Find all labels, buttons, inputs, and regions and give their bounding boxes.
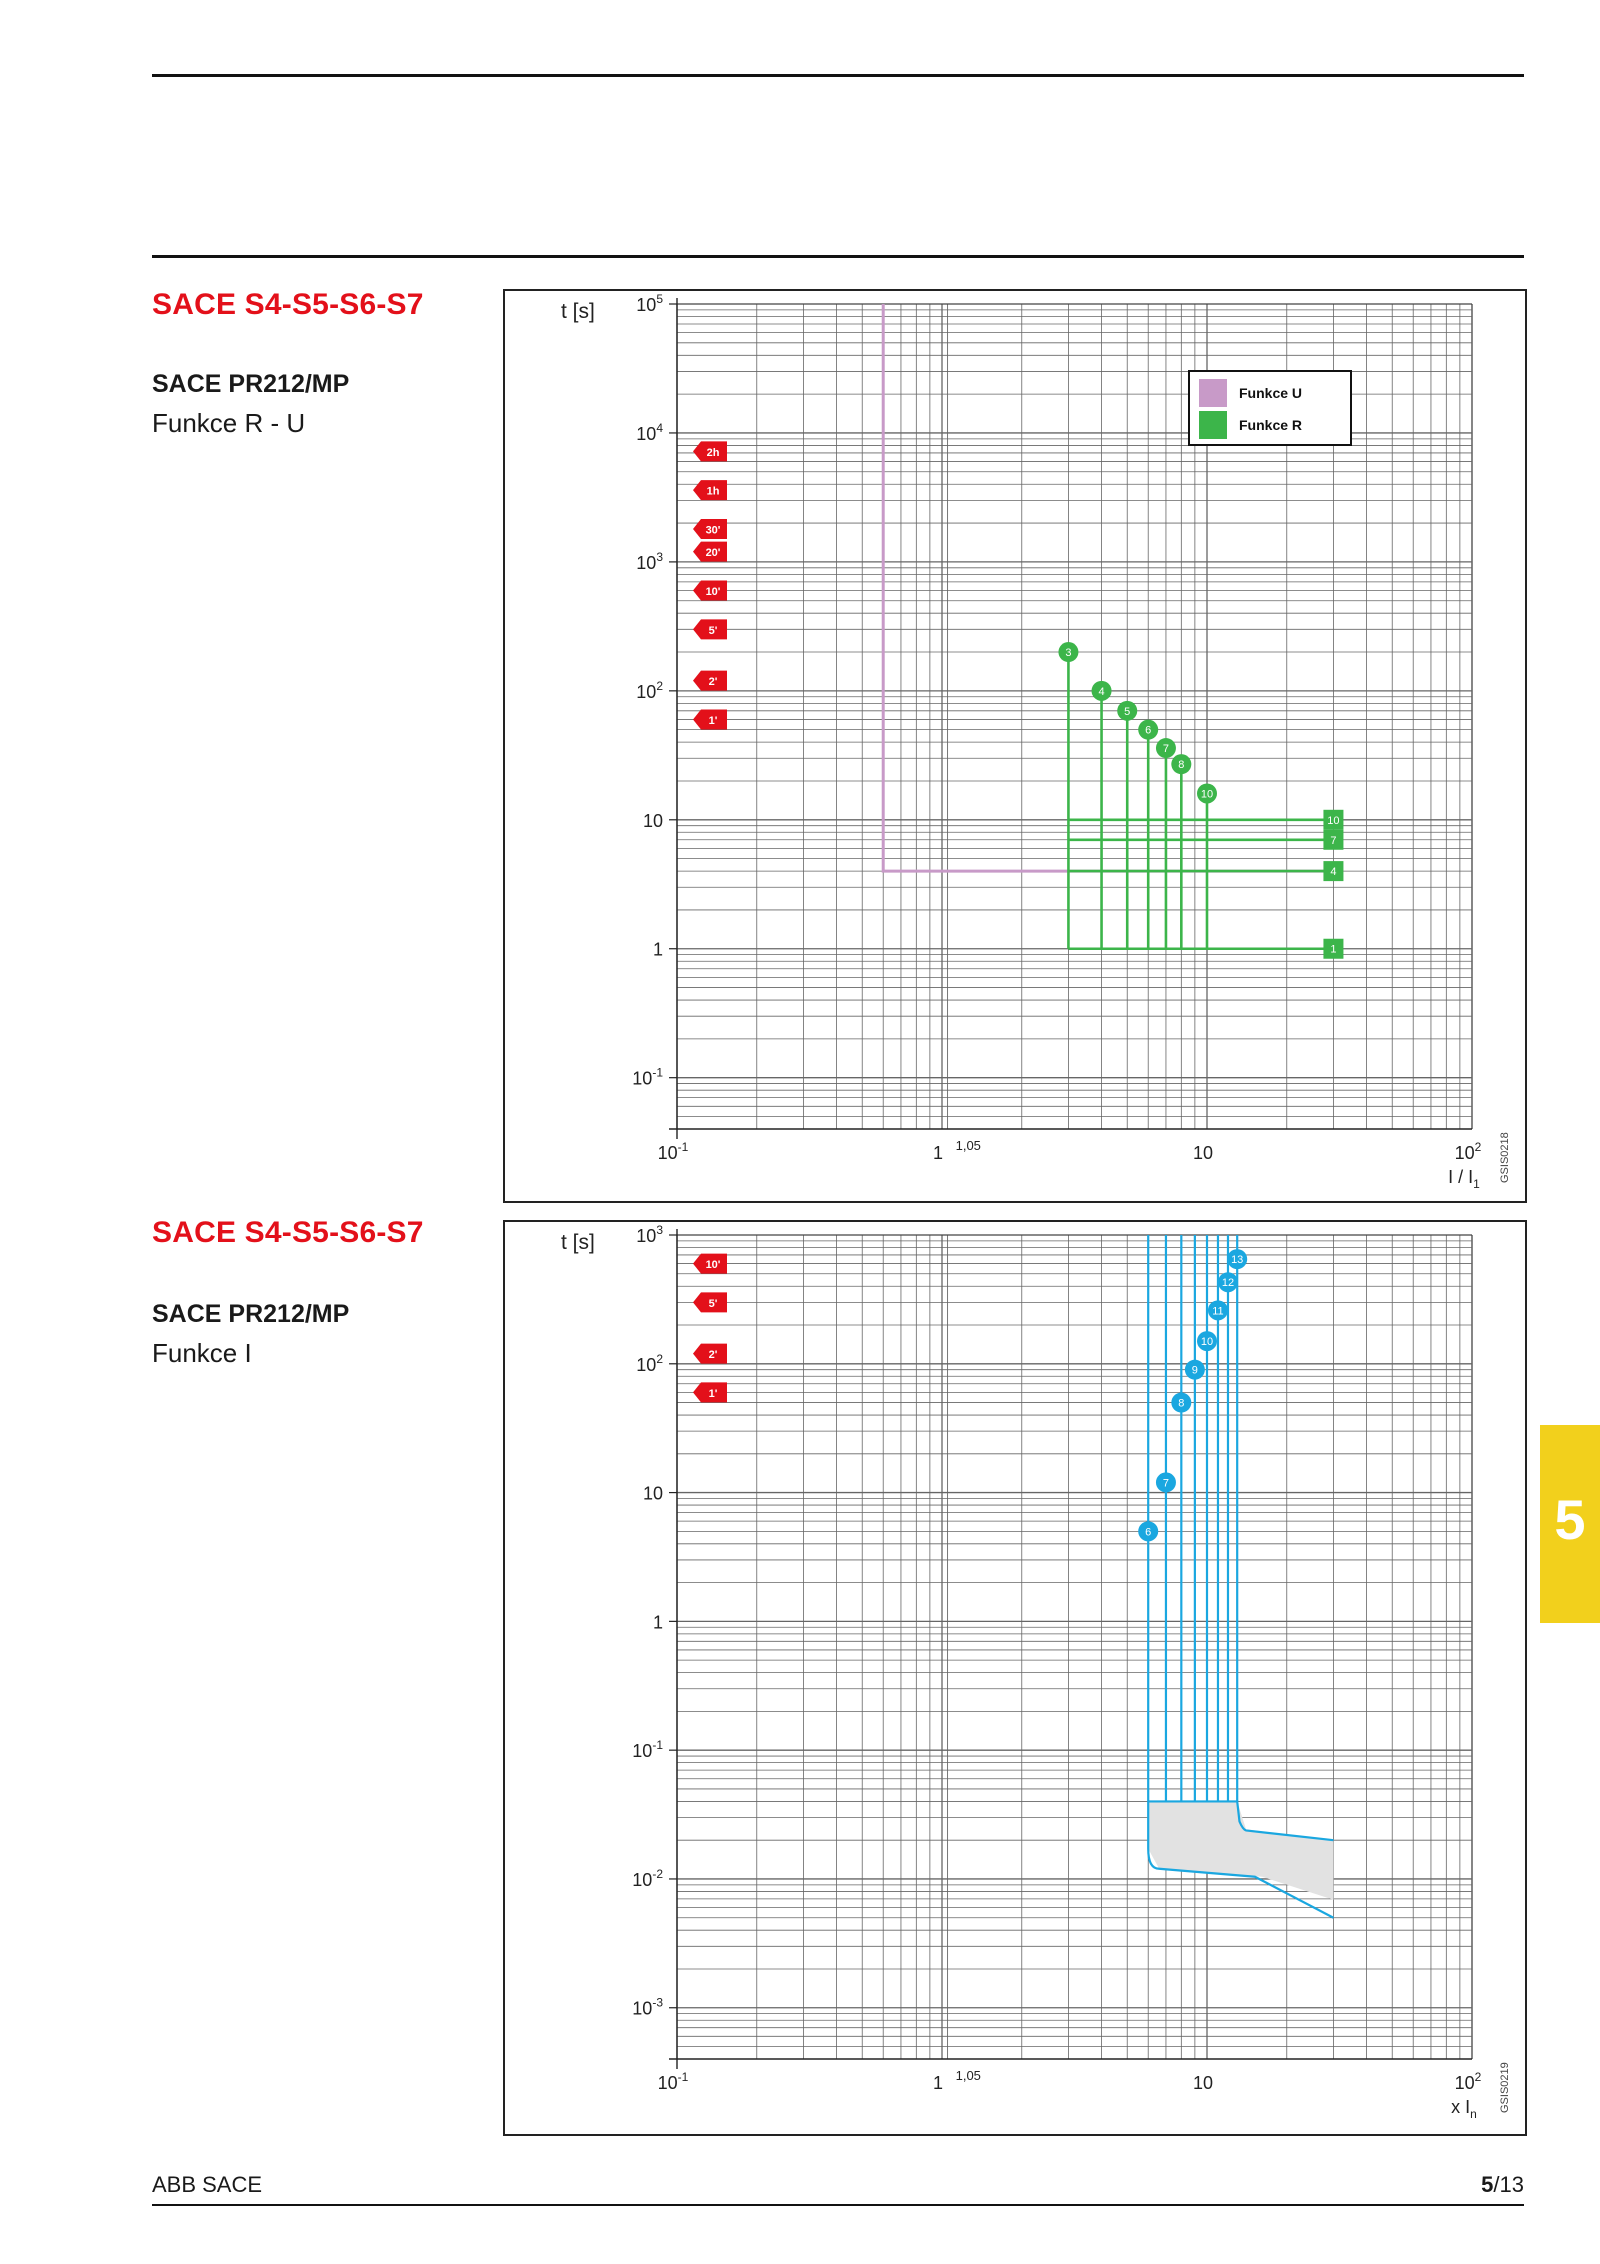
- y-tick-label: $10^{-2}$: [632, 1866, 663, 1890]
- footer-company: ABB SACE: [152, 2172, 263, 2197]
- block1-function: Funkce R - U: [152, 408, 306, 438]
- time-marker-label: 1h: [706, 485, 720, 498]
- x-tick-label: 10: [1192, 2073, 1214, 2093]
- time-marker-label: 2': [708, 1349, 718, 1362]
- y-tick-label: $10^5$: [636, 292, 663, 315]
- time-marker-label: 20': [705, 547, 721, 560]
- legend-label: Funkce U: [1239, 385, 1303, 401]
- chart-frame-r-u: [503, 289, 1527, 1203]
- chart-r-u: [505, 291, 1525, 1201]
- y-tick-label: $10^3$: [636, 1223, 663, 1246]
- y-tick-label: $10^4$: [636, 420, 663, 444]
- time-marker-label: 30': [705, 524, 721, 537]
- block2-function: Funkce I: [152, 1338, 252, 1368]
- y-tick-label: $10^{-1}$: [632, 1738, 663, 1762]
- x-tick-label: $10^2$: [1454, 2070, 1482, 2093]
- y-tick-label: 10: [642, 810, 663, 831]
- curve-marker-label: 12: [1221, 1277, 1235, 1290]
- curve-marker-label: 6: [1145, 724, 1152, 737]
- x-extra-label: 1,05: [955, 1138, 981, 1153]
- curve-marker-label: 3: [1065, 647, 1072, 660]
- figure-code: GSIS0218: [1499, 1132, 1511, 1183]
- curve-marker-label: 9: [1191, 1364, 1198, 1377]
- footer-rule: [152, 2204, 1524, 2206]
- grid: [677, 1235, 1472, 2059]
- block1-model: SACE PR212/MP: [152, 370, 350, 398]
- y-tick-label: $10^{-3}$: [632, 1995, 663, 2019]
- x-tick-label: 10: [1192, 1143, 1214, 1163]
- time-marker-label: 5': [708, 624, 718, 637]
- curve-marker-label: 8: [1178, 759, 1185, 772]
- block2-model: SACE PR212/MP: [152, 1300, 350, 1328]
- x-tick-label: $10^2$: [1454, 1140, 1482, 1163]
- section-tab-number: 5: [1554, 1488, 1586, 1551]
- y-tick-label: $10^3$: [636, 549, 663, 573]
- y-axis-title: t [s]: [561, 300, 595, 323]
- y-tick-label: 1: [652, 939, 663, 960]
- top-rule: [152, 74, 1524, 77]
- y-tick-label: 10: [642, 1483, 663, 1504]
- time-marker-label: 1': [708, 714, 718, 727]
- curve-marker-label: 10: [1200, 788, 1214, 801]
- curve-marker-label: 8: [1178, 1397, 1185, 1410]
- x-tick-label: 1: [932, 1143, 944, 1163]
- curve-marker-label: 10: [1200, 1336, 1214, 1349]
- footer-page-total: /13: [1493, 2172, 1524, 2197]
- curve-marker-label: 13: [1231, 1254, 1244, 1267]
- time-marker-label: 2': [708, 676, 718, 689]
- legend-label: Funkce R: [1239, 417, 1303, 433]
- x-tick-label: $10^{-1}$: [657, 1140, 689, 1163]
- block1-title: SACE S4-S5-S6-S7: [152, 288, 424, 321]
- y-tick-label: $10^{-1}$: [632, 1065, 663, 1089]
- time-marker-label: 1': [708, 1387, 718, 1400]
- y-tick-label: 1: [652, 1612, 663, 1633]
- y-axis-title: t [s]: [561, 1231, 595, 1254]
- x-tick-label: 1: [932, 2073, 944, 2093]
- x-extra-label: 1,05: [955, 2068, 981, 2083]
- time-marker-label: 10': [705, 1259, 721, 1272]
- x-axis-title: I / $I_1$: [1448, 1167, 1480, 1191]
- curve-marker-label: 7: [1162, 743, 1170, 756]
- section-tab[interactable]: [1540, 1425, 1600, 1623]
- curve-marker-label: 6: [1145, 1526, 1152, 1539]
- legend-swatch: [1199, 411, 1227, 439]
- footer-page-num: 5: [1481, 2172, 1494, 2197]
- time-marker-label: 10': [705, 586, 721, 599]
- x-axis-title: x $I_n$: [1451, 2097, 1477, 2121]
- time-marker-label: 2h: [706, 446, 720, 459]
- y-tick-label: $10^2$: [636, 678, 663, 702]
- class-marker-label: 7: [1330, 834, 1337, 847]
- class-marker-label: 4: [1330, 866, 1337, 879]
- curve-marker-label: 5: [1124, 705, 1131, 718]
- curve-marker-label: 4: [1098, 685, 1105, 698]
- legend: [1189, 371, 1351, 445]
- curve-marker-label: 7: [1162, 1477, 1170, 1490]
- x-tick-label: $10^{-1}$: [657, 2070, 689, 2093]
- grid: [677, 304, 1472, 1129]
- section-rule: [152, 255, 1524, 258]
- figure-code: GSIS0219: [1499, 2062, 1511, 2113]
- chart-frame-i: [503, 1220, 1527, 2136]
- class-marker-label: 1: [1330, 943, 1337, 956]
- time-marker-label: 5': [708, 1297, 718, 1310]
- block2-title: SACE S4-S5-S6-S7: [152, 1216, 424, 1249]
- footer-page: [1481, 2172, 1524, 2198]
- y-tick-label: $10^2$: [636, 1351, 663, 1375]
- chart-i: [505, 1222, 1525, 2134]
- class-marker-label: 10: [1327, 814, 1340, 827]
- curve-marker-label: 11: [1212, 1305, 1224, 1318]
- legend-swatch: [1199, 379, 1227, 407]
